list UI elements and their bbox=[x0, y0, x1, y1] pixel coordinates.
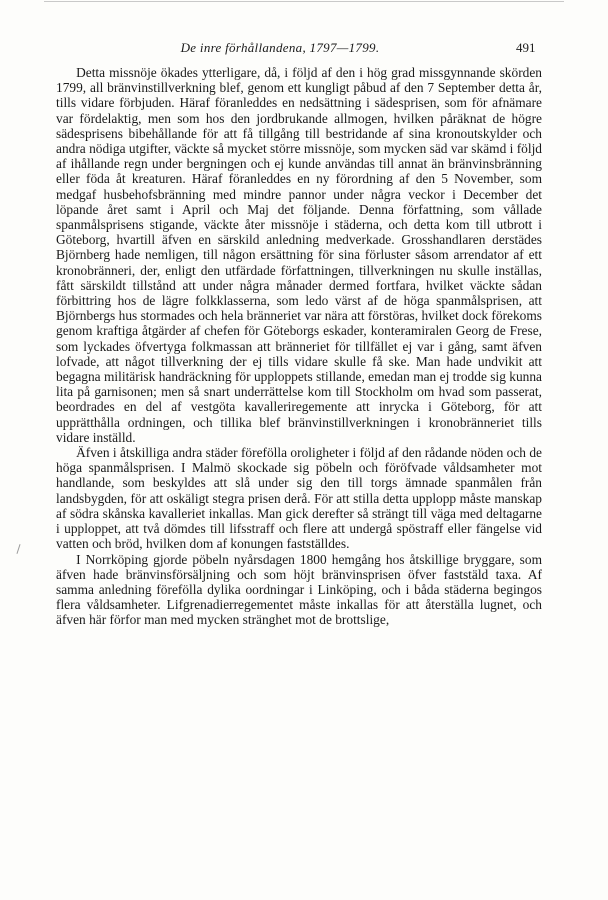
top-edge-rule bbox=[44, 1, 564, 2]
paragraph-1: Detta missnöje ökades ytterligare, då, i följd af den i hög grad missgynnande skörden 1799, all bränvinstillverkning blef, genom ett kungligt påbud af den 7 September detta år, tills vidare förbjuden. Häraf föranleddes en nedsättning i sädesprisen, som för afnämare var fördelaktig, men som hos den jordbrukande allmogen, hvilken påräknat de högre sädesprisens bibehållande för att få tillgång till bestridande af sina kronoutskylder och andra nödiga utgifter, väckte så mycket större missnöje, som mycken säd var skämd i följd af ihållande regn under bergningen och ej kunde användas till annat än bränvinsbränning eller föda åt kreaturen. Häraf föranleddes en ny förordning af den 5 November, som medgaf husbehofsbränning med mindre pannor under några veckor i December det löpande året samt i April och Maj det följande. Denna författning, som vållade spanmålsprisens stigande, väckte åter missnöje i städerna, och detta kom till utbrott i Göteborg, hvartill äfven en särskild anledning medverkade. Grosshandlaren derstädes Björnberg hade nemligen, till någon ersättning för sina förluster såsom arrendator af ett kronobränneri, der, enligt den utfärdade författningen, tillverkningen nu skulle inställas, fått särskildt tillstånd att under några månader dermed fortfara, hvilket väckte sådan förbittring hos de lägre folkklasserna, som ledo värst af de höga spanmålsprisen, att Björnbergs hus stormades och hela bränneriet var nära att förstöras, hvilket dock förekoms genom kraftiga åtgärder af chefen för Göteborgs eskader, konteramiralen Georg de Frese, som lyckades öfvertyga folkmassan att bränneriet för tillfället ej var i gång, samt äfven lofvade, att något tillverkning der ej tills vidare skulle få ske. Man hade undvikit att begagna militärisk handräckning för upploppets stillande, emedan man ej trodde sig kunna lita på garnisonen; men så snart underrättelse kom till Stockholm om hvad som passerat, beordrades en del af vestgöta kavalleriregemente att inrycka i Göteborg, för att upprätthålla ordningen, och tillika blef bränvinstillverkningen i kronobränneriet tills vidare inställd. bbox=[56, 65, 542, 445]
running-title: De inre förhållandena, 1797—1799. bbox=[180, 40, 380, 55]
margin-pencil-mark bbox=[16, 544, 20, 554]
paragraph-2: Äfven i åtskilliga andra städer förefölla oroligheter i följd af den rådande nöden och de höga spanmålsprisen. I Malmö skockade sig pöbeln och föröfvade våldsamheter mot handlande, som beskyldes att slå under sig den till torgs ämnade spanmålen från landsbygden, för att oskäligt stegra prisen derå. För att stilla detta upplopp måste manskap af södra skånska kavalleriet inkallas. Man gick derefter så strängt till väga med deltagarne i upploppet, att två dömdes till lifsstraff och flere att undergå spöstraff eller fängelse vid vatten och bröd, hvilken dom af konungen fastställdes. bbox=[56, 445, 542, 552]
page-number: 491 bbox=[516, 40, 536, 55]
body-text bbox=[56, 65, 542, 628]
paragraph-3: I Norrköping gjorde pöbeln nyårsdagen 1800 hemgång hos åtskillige bryggare, som äfven hade bränvinsförsäljning och som höjt bränvinsprisen öfver faststäld taxa. Af samma anledning förefölla dylika oordningar i Linköping, och i båda städerna begingos flera våldsamheter. Lifgrenadierregementet måste inkallas för att återställa lugnet, och äfven här förfor man med mycken stränghet mot de brottslige, bbox=[56, 551, 542, 628]
